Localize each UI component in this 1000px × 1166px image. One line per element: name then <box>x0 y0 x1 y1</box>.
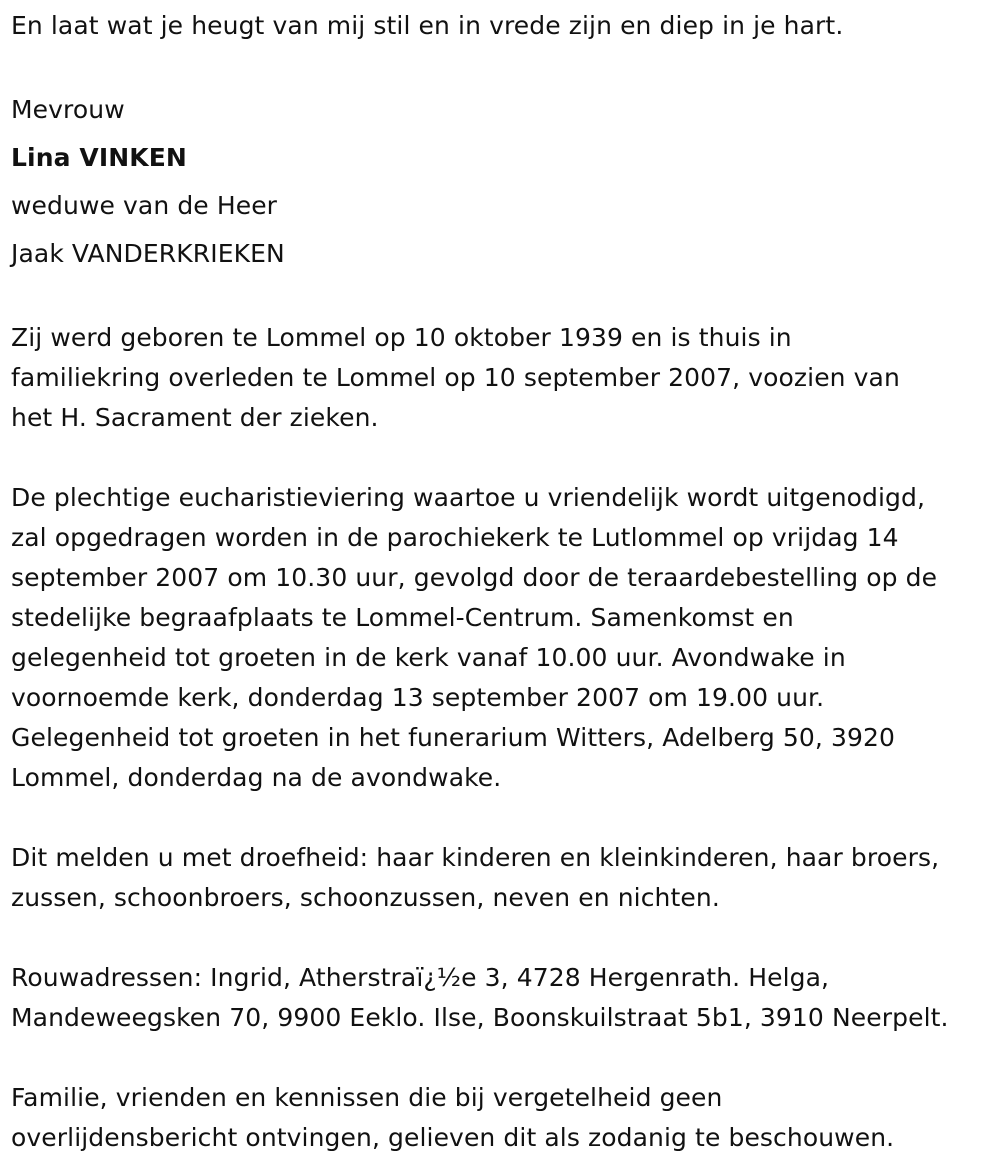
text-line: overlijdensbericht ontvingen, gelieven dit als zodanig te beschouwen. <box>11 1123 895 1152</box>
spacer <box>11 278 1000 318</box>
spacer <box>11 438 1000 478</box>
verse-line: En laat wat je heugt van mij stil en in vrede zijn en diep in je hart. <box>11 11 844 40</box>
text-line: het H. Sacrament der zieken. <box>11 403 379 432</box>
text-line: Gelegenheid tot groeten in het funerarium Witters, Adelberg 50, 3920 <box>11 723 895 752</box>
announcement-paragraph <box>11 838 1000 918</box>
spacer <box>11 1038 1000 1078</box>
addresses-paragraph <box>11 958 1000 1038</box>
deceased-spouse: Jaak VANDERKRIEKEN <box>11 239 285 268</box>
ceremony-paragraph <box>11 478 1000 798</box>
text-line: zussen, schoonbroers, schoonzussen, neven en nichten. <box>11 883 720 912</box>
text-line: Lommel, donderdag na de avondwake. <box>11 763 502 792</box>
text-line: september 2007 om 10.30 uur, gevolgd door de teraardebestelling op de <box>11 563 938 592</box>
text-line: Zij werd geboren te Lommel op 10 oktober 1939 en is thuis in <box>11 323 792 352</box>
text-line: Mandeweegsken 70, 9900 Eeklo. Ilse, Boonskuilstraat 5b1, 3910 Neerpelt. <box>11 1003 949 1032</box>
birth-death-paragraph <box>11 318 1000 438</box>
deceased-relation: weduwe van de Heer <box>11 191 278 220</box>
spacer <box>11 46 1000 86</box>
text-line: familiekring overleden te Lommel op 10 september 2007, voozien van <box>11 363 900 392</box>
spacer <box>11 798 1000 838</box>
text-line: gelegenheid tot groeten in de kerk vanaf 10.00 uur. Avondwake in <box>11 643 846 672</box>
spacer <box>11 918 1000 958</box>
text-line: Familie, vrienden en kennissen die bij vergetelheid geen <box>11 1083 723 1112</box>
text-line: Rouwadressen: Ingrid, Atherstraï¿½e 3, 4728 Hergenrath. Helga, <box>11 963 830 992</box>
text-line: Dit melden u met droefheid: haar kinderen en kleinkinderen, haar broers, <box>11 843 940 872</box>
text-line: stedelijke begraafplaats te Lommel-Centrum. Samenkomst en <box>11 603 794 632</box>
deceased-title: Mevrouw <box>11 95 125 124</box>
closing-paragraph <box>11 1078 1000 1158</box>
text-line: zal opgedragen worden in de parochiekerk te Lutlommel op vrijdag 14 <box>11 523 899 552</box>
deceased-name: Lina VINKEN <box>11 143 187 172</box>
text-line: De plechtige eucharistieviering waartoe u vriendelijk wordt uitgenodigd, <box>11 483 926 512</box>
text-line: voornoemde kerk, donderdag 13 september 2007 om 19.00 uur. <box>11 683 825 712</box>
